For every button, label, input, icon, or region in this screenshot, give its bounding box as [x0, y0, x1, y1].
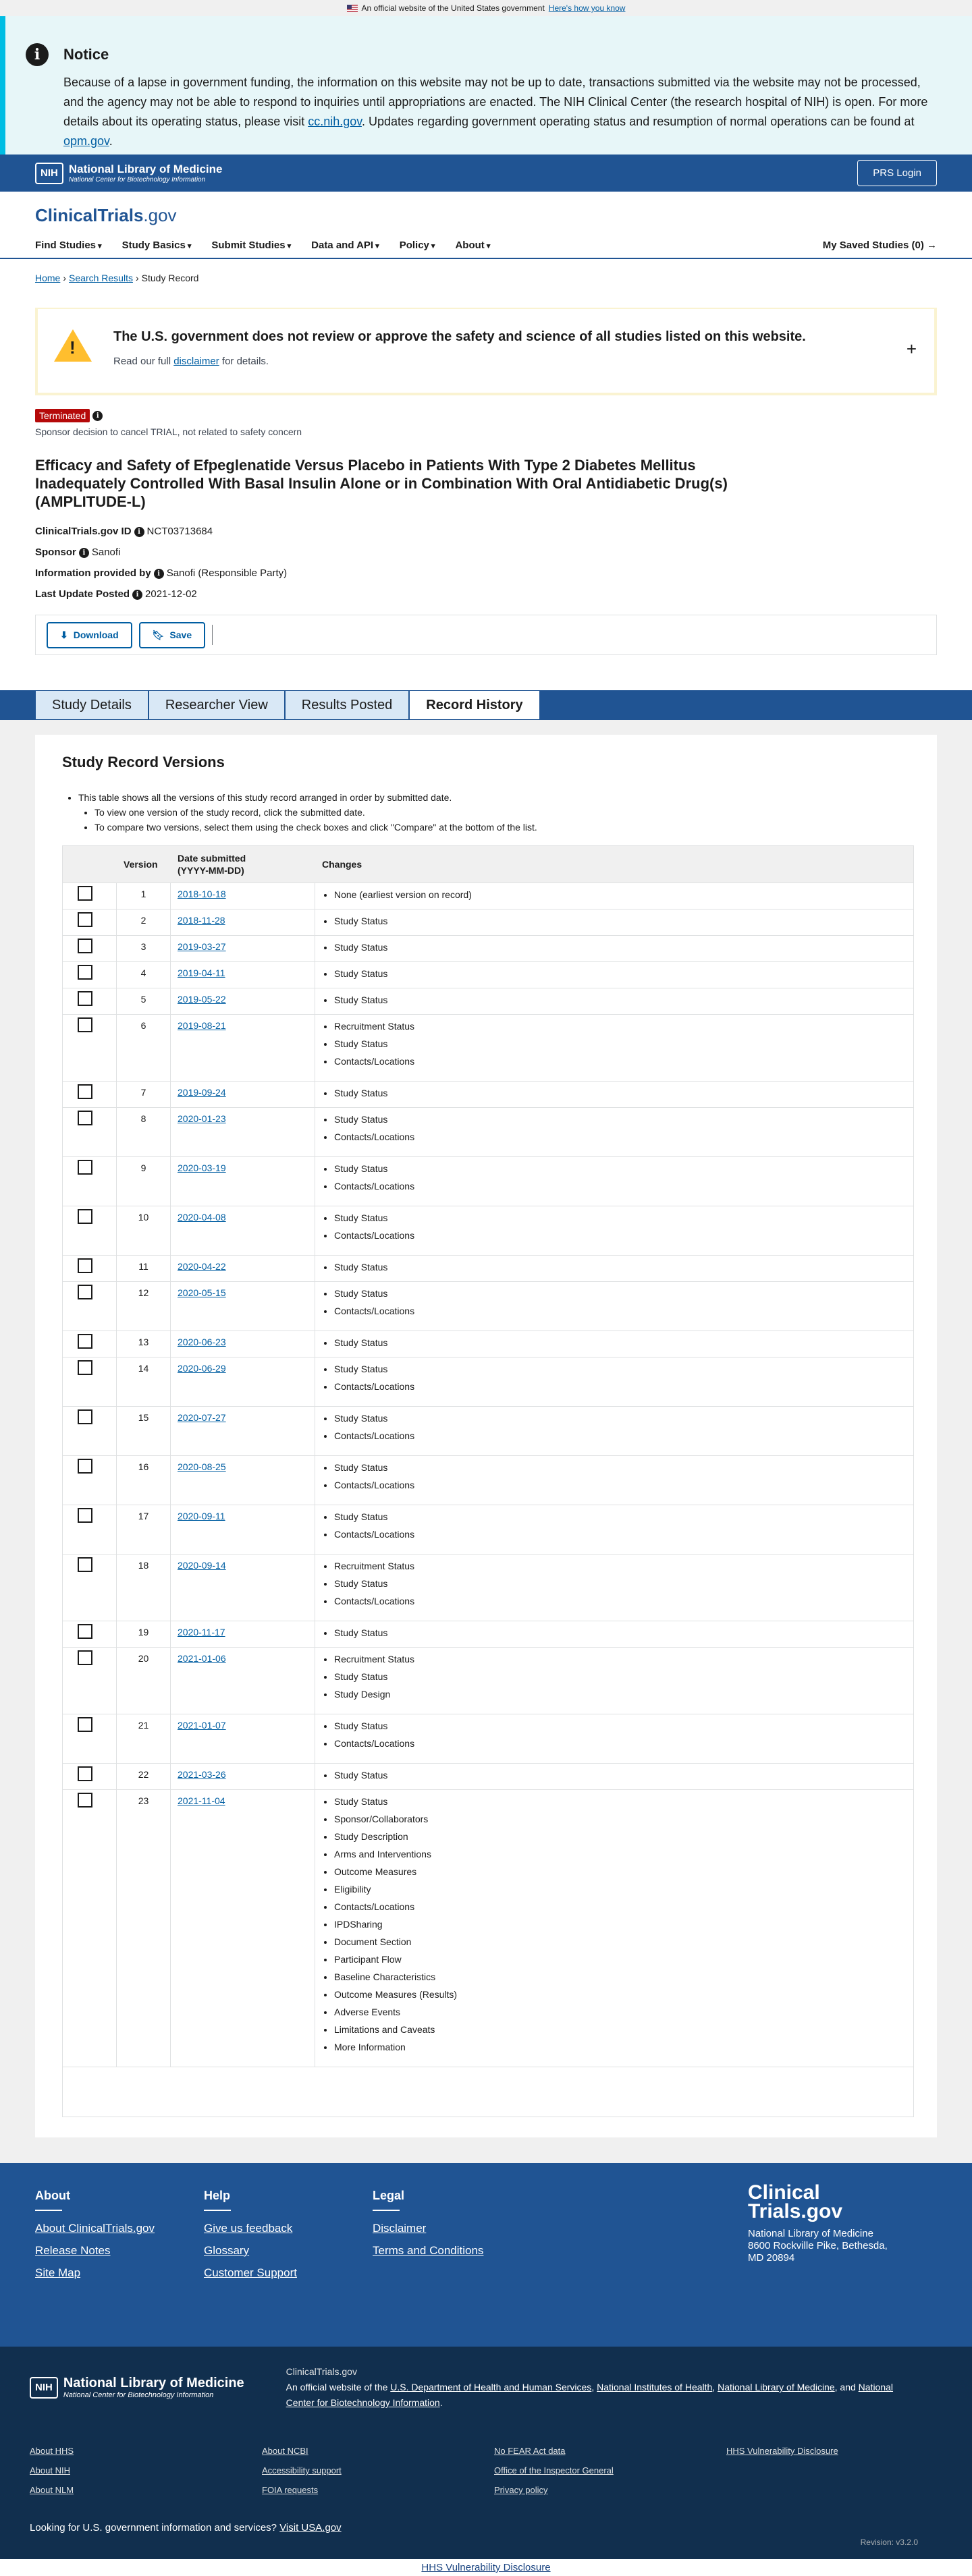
version-number: 21: [117, 1714, 171, 1763]
notice-title: Notice: [63, 46, 109, 63]
table-row: [63, 961, 913, 988]
toolbar-divider: [212, 625, 213, 645]
compare-checkbox[interactable]: [78, 886, 92, 901]
download-button[interactable]: ⬇ Download: [47, 622, 132, 648]
change-item: • Contacts/Locations: [334, 1128, 908, 1146]
table-row: [63, 883, 913, 909]
footer-support-link[interactable]: Customer Support: [204, 2266, 297, 2279]
how-you-know-link[interactable]: Here's how you know: [548, 3, 626, 13]
changes-list: [322, 991, 908, 1009]
change-item: • Study Design: [334, 1685, 908, 1703]
changes-list: [322, 1624, 908, 1642]
table-row: [63, 1763, 913, 1789]
version-date-link[interactable]: 2020-04-08: [178, 1212, 226, 1223]
change-item: • Arms and Interventions: [334, 1845, 908, 1863]
privacy-link[interactable]: Privacy policy: [494, 2485, 548, 2495]
revision: Revision: v3.2.0: [860, 2538, 918, 2547]
change-item: • Contacts/Locations: [334, 1592, 908, 1610]
nlm-header: [0, 155, 972, 192]
sponsor-label: Sponsor: [35, 547, 76, 558]
tab-record-history[interactable]: Record History: [409, 690, 539, 720]
compare-checkbox[interactable]: [78, 1258, 92, 1273]
inspector-general-link[interactable]: Office of the Inspector General: [494, 2465, 614, 2475]
change-item: • Contacts/Locations: [334, 1378, 908, 1395]
version-number: 5: [117, 988, 171, 1014]
version-number: 6: [117, 1015, 171, 1081]
compare-checkbox[interactable]: [78, 1334, 92, 1349]
version-date-link[interactable]: 2019-04-11: [178, 968, 225, 978]
change-item: • None (earliest version on record): [334, 886, 908, 903]
col-changes: Changes: [322, 859, 362, 870]
compare-checkbox[interactable]: [78, 991, 92, 1006]
table-row: [63, 1406, 913, 1455]
status-badge: Terminated: [35, 409, 90, 422]
version-date-link[interactable]: 2020-06-23: [178, 1337, 226, 1347]
compare-checkbox[interactable]: [78, 1717, 92, 1732]
version-date-link[interactable]: 2020-09-11: [178, 1511, 225, 1521]
accessibility-link[interactable]: Accessibility support: [262, 2465, 342, 2475]
usa-gov-link[interactable]: Visit USA.gov: [279, 2522, 342, 2533]
compare-checkbox[interactable]: [78, 1650, 92, 1665]
about-nih-link[interactable]: About NIH: [30, 2465, 70, 2475]
change-item: • Baseline Characteristics: [334, 1968, 908, 1986]
gov-banner-text: An official website of the United States government: [361, 3, 545, 13]
study-meta: [35, 526, 937, 600]
version-number: 3: [117, 936, 171, 961]
change-item: • Study Status: [334, 1766, 908, 1784]
change-item: • Study Status: [334, 1717, 908, 1735]
disclaimer-alert: [35, 308, 937, 395]
col-date: Date submitted (YYYY-MM-DD): [178, 853, 246, 876]
nlm-footer: [0, 2347, 972, 2559]
footer-about-link[interactable]: About ClinicalTrials.gov: [35, 2222, 155, 2235]
version-number: 14: [117, 1357, 171, 1406]
site-logo[interactable]: ClinicalTrials.gov: [35, 205, 177, 225]
table-row: [63, 1255, 913, 1281]
opm-link[interactable]: opm.gov: [63, 134, 109, 148]
download-icon: ⬇: [60, 629, 68, 640]
table-row: [63, 909, 913, 935]
footer-site-map-link[interactable]: Site Map: [35, 2266, 81, 2279]
compare-checkbox[interactable]: [78, 1508, 92, 1523]
changes-list: [322, 1360, 908, 1395]
version-date-link[interactable]: 2020-11-17: [178, 1627, 225, 1637]
nlm-logo[interactable]: [35, 163, 223, 184]
bottom-bar: [0, 2559, 972, 2576]
changes-list: [322, 939, 908, 956]
version-date-link[interactable]: 2018-11-28: [178, 915, 225, 926]
changes-list: [322, 1334, 908, 1351]
study-tabs: [0, 690, 972, 720]
gov-banner: [0, 0, 972, 16]
site-footer: [0, 2163, 972, 2347]
version-date-link[interactable]: 2020-01-23: [178, 1113, 226, 1124]
foia-link[interactable]: FOIA requests: [262, 2485, 319, 2495]
compare-checkbox[interactable]: [78, 912, 92, 927]
compare-checkbox[interactable]: [78, 1766, 92, 1781]
nav-policy[interactable]: Policy ▾: [400, 240, 435, 251]
prs-login-button[interactable]: PRS Login: [857, 160, 937, 186]
table-header: [63, 846, 913, 883]
change-item: • More Information: [334, 2038, 908, 2056]
about-ncbi-link[interactable]: About NCBI: [262, 2446, 308, 2456]
changes-list: [322, 886, 908, 903]
change-item: • IPDSharing: [334, 1915, 908, 1933]
tab-results-posted[interactable]: Results Posted: [285, 690, 410, 720]
disclaimer-title: The U.S. government does not review or approve the safety and science of all studies listed on this website.: [113, 329, 806, 344]
change-item: • Contacts/Locations: [334, 1177, 908, 1195]
version-date-link[interactable]: 2021-03-26: [178, 1769, 226, 1780]
id-label: ClinicalTrials.gov ID: [35, 526, 132, 537]
change-item: • Document Section: [334, 1933, 908, 1951]
last-update-value: 2021-12-02: [145, 588, 197, 600]
version-number: 13: [117, 1331, 171, 1357]
study-id: NCT03713684: [146, 526, 213, 537]
table-row: [63, 935, 913, 961]
changes-list: [322, 1650, 908, 1703]
ncbi-name: National Center for Biotechnology Information: [68, 176, 206, 184]
version-date-link[interactable]: 2021-01-06: [178, 1653, 226, 1664]
version-number: 15: [117, 1407, 171, 1455]
change-item: • Contacts/Locations: [334, 1476, 908, 1494]
version-date-link[interactable]: 2019-09-24: [178, 1087, 226, 1098]
version-date-link[interactable]: 2018-10-18: [178, 889, 226, 899]
nlm-name: National Library of Medicine: [68, 163, 223, 175]
table-row: [63, 1647, 913, 1714]
changes-list: [322, 1557, 908, 1610]
nav-submit-studies[interactable]: Submit Studies ▾: [211, 240, 291, 251]
change-item: • Study Status: [334, 1360, 908, 1378]
change-item: • Adverse Events: [334, 2003, 908, 2021]
nlm-footer-links: [30, 2446, 942, 2504]
change-item: • Study Status: [334, 1668, 908, 1685]
footer-logo[interactable]: Clinical Trials.gov: [748, 2181, 843, 2222]
changes-list: [322, 1111, 908, 1146]
changes-list: [322, 1766, 908, 1784]
compare-checkbox[interactable]: [78, 1111, 92, 1125]
table-row: [63, 1281, 913, 1331]
nav-about[interactable]: About ▾: [455, 240, 490, 251]
breadcrumb-search-results[interactable]: Search Results: [69, 273, 133, 283]
compare-checkbox[interactable]: [78, 1409, 92, 1424]
changes-list: [322, 912, 908, 930]
change-item: • Study Status: [334, 1258, 908, 1276]
us-flag-icon: [347, 5, 358, 12]
change-item: • Study Status: [334, 1334, 908, 1351]
version-date-link[interactable]: 2019-03-27: [178, 941, 226, 952]
changes-list: [322, 1017, 908, 1070]
version-date-link[interactable]: 2021-01-07: [178, 1720, 226, 1731]
nih-link[interactable]: National Institutes of Health: [597, 2382, 713, 2392]
about-nlm-link[interactable]: About NLM: [30, 2485, 74, 2495]
saved-studies-link[interactable]: My Saved Studies (0) →: [822, 240, 937, 251]
table-row: [63, 1714, 913, 1763]
table-row: [63, 1505, 913, 1554]
changes-list: [322, 965, 908, 982]
version-date-link[interactable]: 2020-07-27: [178, 1412, 226, 1423]
no-fear-link[interactable]: No FEAR Act data: [494, 2446, 566, 2456]
change-item: • Outcome Measures (Results): [334, 1986, 908, 2003]
version-number: 4: [117, 962, 171, 988]
version-date-link[interactable]: 2020-08-25: [178, 1461, 226, 1472]
compare-checkbox[interactable]: [78, 1160, 92, 1175]
versions-intro: • This table shows all the versions of this study record arranged in order by submitted date. • To view one version of the study record, click the submitted date. • To compare two versions, select them using the check boxes and click "Compare" at the bottom of the list.: [78, 790, 910, 835]
change-item: • Contacts/Locations: [334, 1525, 908, 1543]
ncbi-footer-name: National Center for Biotechnology Information: [63, 2391, 214, 2399]
versions-heading: Study Record Versions: [62, 754, 225, 771]
table-row: [63, 1789, 913, 2067]
version-number: 1: [117, 883, 171, 909]
change-item: • Study Status: [334, 1575, 908, 1592]
version-number: 16: [117, 1456, 171, 1505]
footer-about-heading: About: [35, 2189, 70, 2202]
breadcrumb-home[interactable]: Home: [35, 273, 61, 283]
hhs-link[interactable]: U.S. Department of Health and Human Services: [390, 2382, 592, 2392]
change-item: • Study Status: [334, 1285, 908, 1302]
compare-checkbox[interactable]: [78, 1360, 92, 1375]
change-item: • Recruitment Status: [334, 1017, 908, 1035]
compare-checkbox[interactable]: [78, 1017, 92, 1032]
expand-plus-icon[interactable]: +: [906, 339, 917, 359]
change-item: • Contacts/Locations: [334, 1227, 908, 1244]
change-item: • Study Status: [334, 1084, 908, 1102]
version-date-link[interactable]: 2020-03-19: [178, 1163, 226, 1173]
change-item: • Study Status: [334, 1160, 908, 1177]
compare-checkbox[interactable]: [78, 1459, 92, 1474]
change-item: • Study Status: [334, 1508, 908, 1525]
nav-study-basics[interactable]: Study Basics ▾: [122, 240, 192, 251]
change-item: • Recruitment Status: [334, 1650, 908, 1668]
save-button[interactable]: 🔖︎ Save: [139, 622, 205, 648]
info-provided-label: Information provided by: [35, 567, 151, 579]
sponsor-info-icon[interactable]: i: [79, 548, 89, 558]
last-update-label: Last Update Posted: [35, 588, 130, 600]
version-number: 10: [117, 1206, 171, 1255]
change-item: • Outcome Measures: [334, 1863, 908, 1880]
about-hhs-link[interactable]: About HHS: [30, 2446, 74, 2456]
change-item: • Limitations and Caveats: [334, 2021, 908, 2038]
footer-feedback-link[interactable]: Give us feedback: [204, 2222, 293, 2235]
bottom-vulnerability-link[interactable]: HHS Vulnerability Disclosure: [421, 2562, 551, 2573]
change-item: • Sponsor/Collaborators: [334, 1810, 908, 1828]
hhs-vulnerability-link[interactable]: HHS Vulnerability Disclosure: [726, 2446, 838, 2456]
version-number: 8: [117, 1108, 171, 1156]
info-provided-icon[interactable]: i: [154, 569, 164, 579]
version-date-link[interactable]: 2020-09-14: [178, 1560, 226, 1571]
sponsor-value: Sanofi: [91, 547, 121, 558]
version-number: 7: [117, 1082, 171, 1107]
change-item: • Contacts/Locations: [334, 1053, 908, 1070]
table-row: [63, 1554, 913, 1621]
study-header: [0, 395, 972, 600]
version-number: 11: [117, 1256, 171, 1281]
change-item: • Study Description: [334, 1828, 908, 1845]
tab-study-details[interactable]: Study Details: [35, 690, 148, 720]
compare-checkbox[interactable]: [78, 1793, 92, 1808]
table-row: [63, 988, 913, 1014]
version-number: 22: [117, 1764, 171, 1789]
nlm-link[interactable]: National Library of Medicine: [718, 2382, 835, 2392]
nav-find-studies[interactable]: Find Studies ▾: [35, 240, 102, 251]
version-date-link[interactable]: 2019-08-21: [178, 1020, 226, 1031]
change-item: • Contacts/Locations: [334, 1427, 908, 1445]
version-number: 17: [117, 1505, 171, 1554]
table-row: [63, 1107, 913, 1156]
change-item: • Study Status: [334, 912, 908, 930]
funding-notice: [0, 16, 972, 155]
disclaimer-link[interactable]: disclaimer: [173, 356, 219, 367]
table-row: [63, 1331, 913, 1357]
version-number: 18: [117, 1555, 171, 1621]
table-row: [63, 1156, 913, 1206]
nlm-footer-name: National Library of Medicine: [63, 2376, 244, 2390]
compare-checkbox[interactable]: [78, 1209, 92, 1224]
status-info-icon[interactable]: i: [92, 411, 103, 421]
nih-logo-icon: NIH: [35, 163, 63, 184]
change-item: • Recruitment Status: [334, 1557, 908, 1575]
compare-checkbox[interactable]: [78, 1084, 92, 1099]
table-row: [63, 1621, 913, 1647]
version-date-link[interactable]: 2020-04-22: [178, 1261, 226, 1272]
col-version: Version: [124, 859, 158, 870]
version-number: 12: [117, 1282, 171, 1331]
change-item: • Study Status: [334, 939, 908, 956]
nlm-footer-logo[interactable]: [30, 2364, 244, 2411]
changes-list: [322, 1508, 908, 1543]
version-date-link[interactable]: 2021-11-04: [178, 1795, 225, 1806]
action-toolbar: [35, 615, 937, 655]
main-nav: [35, 240, 937, 251]
version-number: 23: [117, 1790, 171, 2067]
last-update-info-icon[interactable]: i: [132, 590, 142, 600]
change-item: • Contacts/Locations: [334, 1302, 908, 1320]
version-number: 20: [117, 1648, 171, 1714]
change-item: • Study Status: [334, 991, 908, 1009]
arrow-right-icon: →: [927, 240, 937, 251]
table-row: [63, 1014, 913, 1081]
version-number: 9: [117, 1157, 171, 1206]
version-date-link[interactable]: 2019-05-22: [178, 994, 226, 1005]
changes-list: [322, 1717, 908, 1752]
tab-researcher-view[interactable]: Researcher View: [148, 690, 285, 720]
changes-list: [322, 1793, 908, 2056]
changes-list: [322, 1459, 908, 1494]
footer-help-heading: Help: [204, 2189, 231, 2202]
changes-list: [322, 1258, 908, 1276]
compare-checkbox[interactable]: [78, 1624, 92, 1639]
change-item: • Contacts/Locations: [334, 1735, 908, 1752]
changes-list: [322, 1209, 908, 1244]
ncbi-link[interactable]: National Center for Biotechnology Information: [286, 2382, 894, 2408]
breadcrumb: Home › Search Results › Study Record: [35, 273, 199, 283]
change-item: • Study Status: [334, 1793, 908, 1810]
footer-address: National Library of Medicine 8600 Rockville Pike, Bethesda, MD 20894: [748, 2228, 888, 2264]
table-row: [63, 1357, 913, 1406]
footer-glossary-link[interactable]: Glossary: [204, 2244, 250, 2257]
footer-legal-heading: Legal: [373, 2189, 405, 2202]
status-reason: Sponsor decision to cancel TRIAL, not related to safety concern: [35, 426, 302, 437]
changes-list: [322, 1409, 908, 1445]
usa-gov-prompt: Looking for U.S. government information and services? Visit USA.gov: [30, 2522, 342, 2533]
compare-checkbox[interactable]: [78, 1285, 92, 1299]
study-title: Efficacy and Safety of Efpeglenatide Versus Placebo in Patients With Type 2 Diabetes Mellitus Inadequately Controlled With Basal Insulin Alone or in Combination With Oral Antidiabetic Drug(s) (AMPLITUDE-L): [35, 457, 728, 510]
change-item: • Participant Flow: [334, 1951, 908, 1968]
version-number: 2: [117, 909, 171, 935]
compare-checkbox[interactable]: [78, 939, 92, 953]
change-item: • Study Status: [334, 965, 908, 982]
notice-text: Because of a lapse in government funding, the information on this website may not be up to date, transactions submitted via the website may not be processed, and the agency may not be able to respond to inquiries until appropriations are enacted. The NIH Clinical Center (the research hospital of NIH) is open. For more details about its operating status, please visit cc.nih.gov. Updates regarding government operating status and resumption of normal operations can be found at opm.gov.: [63, 76, 928, 148]
footer-terms-link[interactable]: Terms and Conditions: [373, 2244, 484, 2257]
changes-list: [322, 1285, 908, 1320]
change-item: • Study Status: [334, 1111, 908, 1128]
compare-checkbox[interactable]: [78, 1557, 92, 1572]
change-item: • Eligibility: [334, 1880, 908, 1898]
record-history-panel: [0, 720, 972, 2163]
version-date-link[interactable]: 2020-05-15: [178, 1287, 226, 1298]
table-row: [63, 1455, 913, 1505]
info-icon: i: [26, 43, 49, 66]
id-info-icon[interactable]: i: [134, 527, 144, 537]
footer-disclaimer-link[interactable]: Disclaimer: [373, 2222, 427, 2235]
change-item: • Study Status: [334, 1409, 908, 1427]
bookmark-icon: 🔖︎: [152, 629, 165, 640]
site-header: [0, 192, 972, 259]
changes-list: [322, 1084, 908, 1102]
footer-release-notes-link[interactable]: Release Notes: [35, 2244, 111, 2257]
change-item: • Study Status: [334, 1209, 908, 1227]
versions-table: [62, 845, 914, 2117]
nih-footer-logo-icon: NIH: [30, 2377, 58, 2399]
changes-list: [322, 1160, 908, 1195]
version-date-link[interactable]: 2020-06-29: [178, 1363, 226, 1374]
change-item: • Study Status: [334, 1035, 908, 1053]
cc-nih-link[interactable]: cc.nih.gov: [308, 115, 362, 128]
nav-data-api[interactable]: Data and API ▾: [311, 240, 379, 251]
compare-checkbox[interactable]: [78, 965, 92, 980]
info-provided-value: Sanofi (Responsible Party): [166, 567, 288, 579]
table-footer: [63, 2067, 913, 2117]
breadcrumb-current: Study Record: [141, 273, 199, 283]
version-number: 19: [117, 1621, 171, 1647]
table-row: [63, 1081, 913, 1107]
change-item: • Contacts/Locations: [334, 1898, 908, 1915]
nlm-footer-text: ClinicalTrials.gov An official website of the U.S. Department of Health and Human Services, National Institutes of Health, National Library of Medicine, and National Center for Biotechnology Information.: [286, 2366, 894, 2408]
change-item: • Study Status: [334, 1624, 908, 1642]
disclaimer-text: Read our full disclaimer for details.: [113, 356, 269, 367]
table-row: [63, 1206, 913, 1255]
warning-icon: !: [54, 329, 92, 362]
change-item: • Study Status: [334, 1459, 908, 1476]
